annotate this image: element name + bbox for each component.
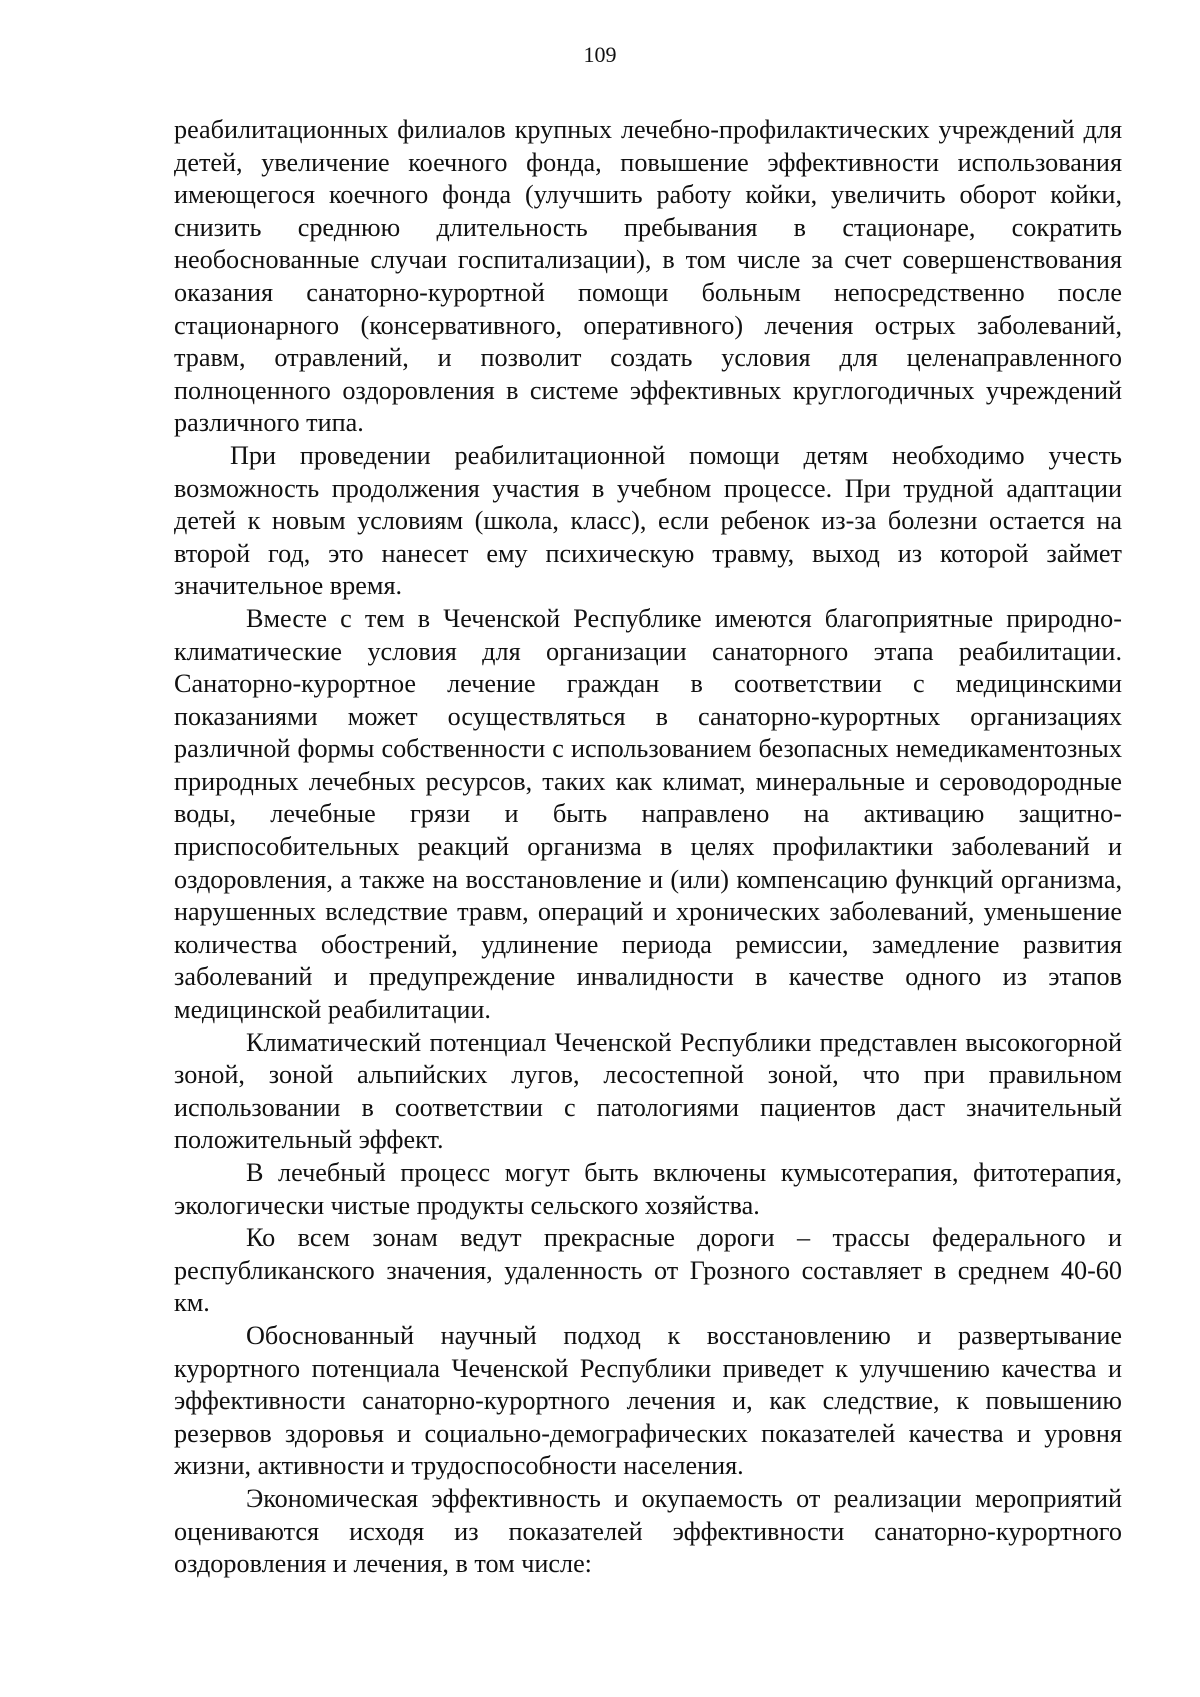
paragraph-2: При проведении реабилитационной помощи детям необходимо учесть возможность продолжения участия в учебном процессе. При трудной адаптации детей к новым условиям (школа, класс), если ребенок из-за болезни остается на второй год, это нанесет ему психическую травму, выход из которой займет значительное время. — [174, 440, 1122, 601]
paragraph-8: Экономическая эффективность и окупаемость от реализации мероприятий оцениваются исходя из показателей эффективности санаторно-курортного оздоровления и лечения, в том числе: — [174, 1483, 1122, 1579]
page-number: 109 — [583, 42, 617, 67]
paragraph-4: Климатический потенциал Чеченской Республики представлен высокогорной зоной, зоной альпийских лугов, лесостепной зоной, что при правильном использовании в соответствии с патологиями пациентов даст значительный положительный эффект. — [174, 1027, 1122, 1155]
paragraph-6: Ко всем зонам ведут прекрасные дороги – трассы федерального и республиканского значения, удаленность от Грозного составляет в среднем 40-60 км. — [174, 1223, 1122, 1318]
paragraph-5: В лечебный процесс могут быть включены кумысотерапия, фитотерапия, экологически чистые продукты сельского хозяйства. — [174, 1158, 1122, 1220]
paragraph-1: реабилитационных филиалов крупных лечебно-профилактических учреждений для детей, увеличение коечного фонда, повышение эффективности использования имеющегося коечного фонда (улучшить работу койки, увеличить оборот койки, снизить среднюю длительность пребывания в стационаре, сократить необоснованные случаи госпитализации), в том числе за счет совершенствования оказания санаторно-курортной помощи больным непосредственно после стационарного (консервативного, оперативного) лечения острых заболеваний, травм, отравлений, и позволит создать условия для целенаправленного полноценного оздоровления в системе эффективных круглогодичных учреждений различного типа. — [174, 115, 1122, 438]
paragraph-3: Вместе с тем в Чеченской Республике имеются благоприятные природно-климатические условия для организации санаторного этапа реабилитации. Санаторно-курортное лечение граждан в соответствии с медицинскими показаниями может осуществляться в санаторно-курортных организациях различной формы собственности с использованием безопасных немедикаментозных природных лечебных ресурсов, таких как климат, минеральные и сероводородные воды, лечебные грязи и быть направлено на активацию защитно-приспособительных реакций организма в целях профилактики заболеваний и оздоровления, а также на восстановление и (или) компенсацию функций организма, нарушенных вследствие травм, операций и хронических заболеваний, уменьшение количества обострений, удлинение периода ремиссии, замедление развития заболеваний и предупреждение инвалидности в качестве одного из этапов медицинской реабилитации. — [174, 603, 1122, 1025]
paragraph-7: Обоснованный научный подход к восстановлению и развертывание курортного потенциала Чеченской Республики приведет к улучшению качества и эффективности санаторно-курортного лечения и, как следствие, к повышению резервов здоровья и социально-демографических показателей качества и уровня жизни, активности и трудоспособности населения. — [174, 1320, 1122, 1481]
document-body — [174, 114, 1122, 1581]
